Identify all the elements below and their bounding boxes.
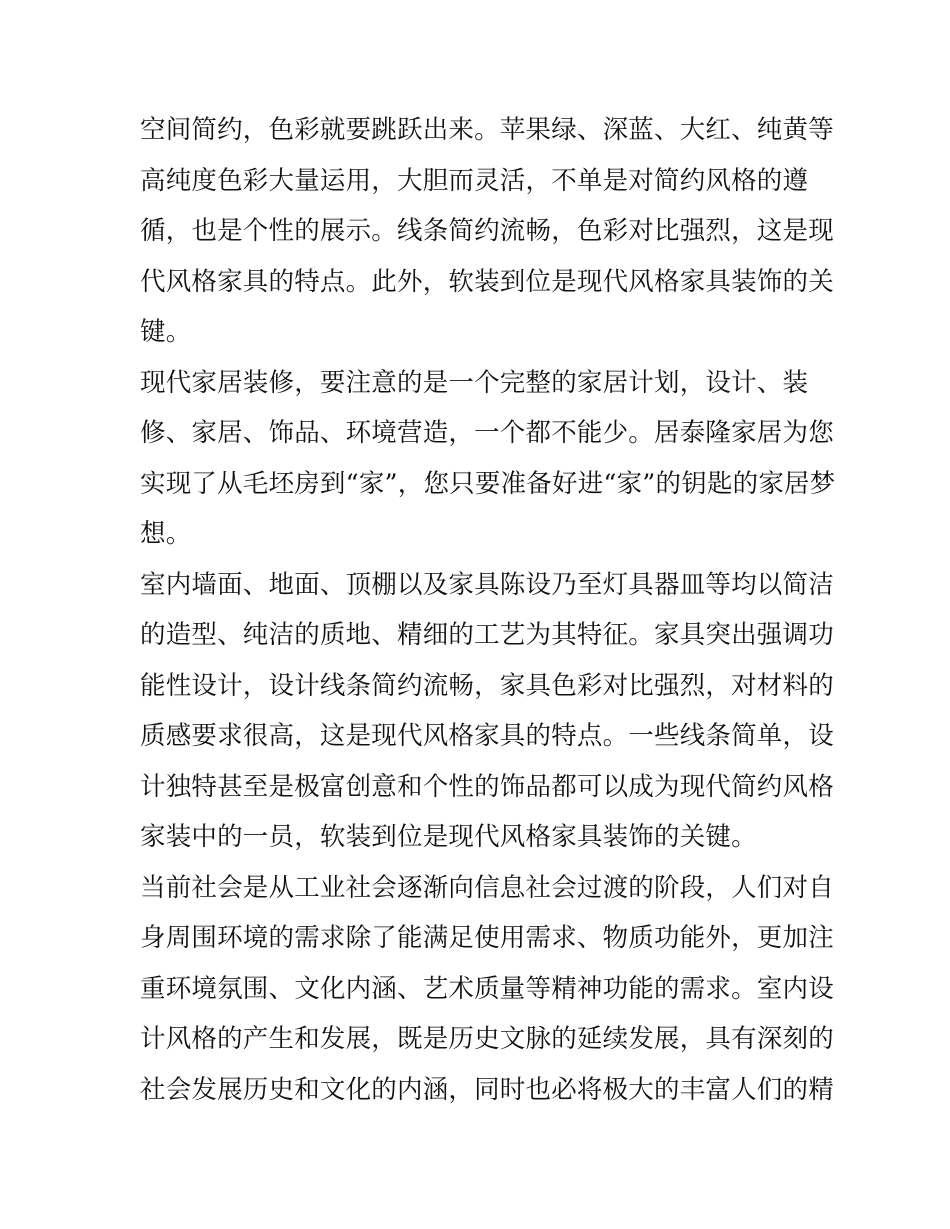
text-line: 重环境氛围、文化内涵、艺术质量等精神功能的需求。室内设 <box>140 973 834 1004</box>
text-line: 身周围环境的需求除了能满足使用需求、物质功能外，更加注 <box>140 923 834 953</box>
text-line: 计独特甚至是极富创意和个性的饰品都可以成为现代简约风格 <box>140 771 834 802</box>
text-line: 当前社会是从工业社会逐渐向信息社会过渡的阶段，人们对自 <box>140 872 834 903</box>
text-line: 高纯度色彩大量运用，大胆而灵活，不单是对简约风格的遵 <box>140 165 809 196</box>
text-line: 的造型、纯洁的质地、精细的工艺为其特征。家具突出强调功 <box>140 620 834 650</box>
text-line: 家装中的一员，软装到位是现代风格家具装饰的关键。 <box>140 822 757 852</box>
text-line: 计风格的产生和发展，既是历史文脉的延续发展，具有深刻的 <box>140 1024 834 1054</box>
text-line: 想。 <box>140 519 192 549</box>
text-line: 键。 <box>140 317 192 347</box>
text-line: 能性设计，设计线条简约流畅，家具色彩对比强烈，对材料的 <box>140 670 834 701</box>
text-line: 实现了从毛坯房到“家”，您只要准备好进“家”的钥匙的家居梦 <box>140 468 836 499</box>
text-line: 现代家居装修，要注意的是一个完整的家居计划，设计、装 <box>140 367 809 398</box>
text-line: 社会发展历史和文化的内涵，同时也必将极大的丰富人们的精 <box>140 1074 834 1105</box>
text-line: 代风格家具的特点。此外，软装到位是现代风格家具装饰的关 <box>140 266 834 297</box>
text-line: 循，也是个性的展示。线条简约流畅，色彩对比强烈，这是现 <box>140 216 834 246</box>
text-line: 质感要求很高，这是现代风格家具的特点。一些线条简单，设 <box>140 721 834 751</box>
document-body <box>140 105 836 1115</box>
text-line: 空间简约，色彩就要跳跃出来。苹果绿、深蓝、大红、纯黄等 <box>140 115 834 145</box>
text-line: 修、家居、饰品、环境营造，一个都不能少。居泰隆家居为您 <box>140 418 834 448</box>
text-line: 室内墙面、地面、顶棚以及家具陈设乃至灯具器皿等均以简洁 <box>140 569 834 600</box>
